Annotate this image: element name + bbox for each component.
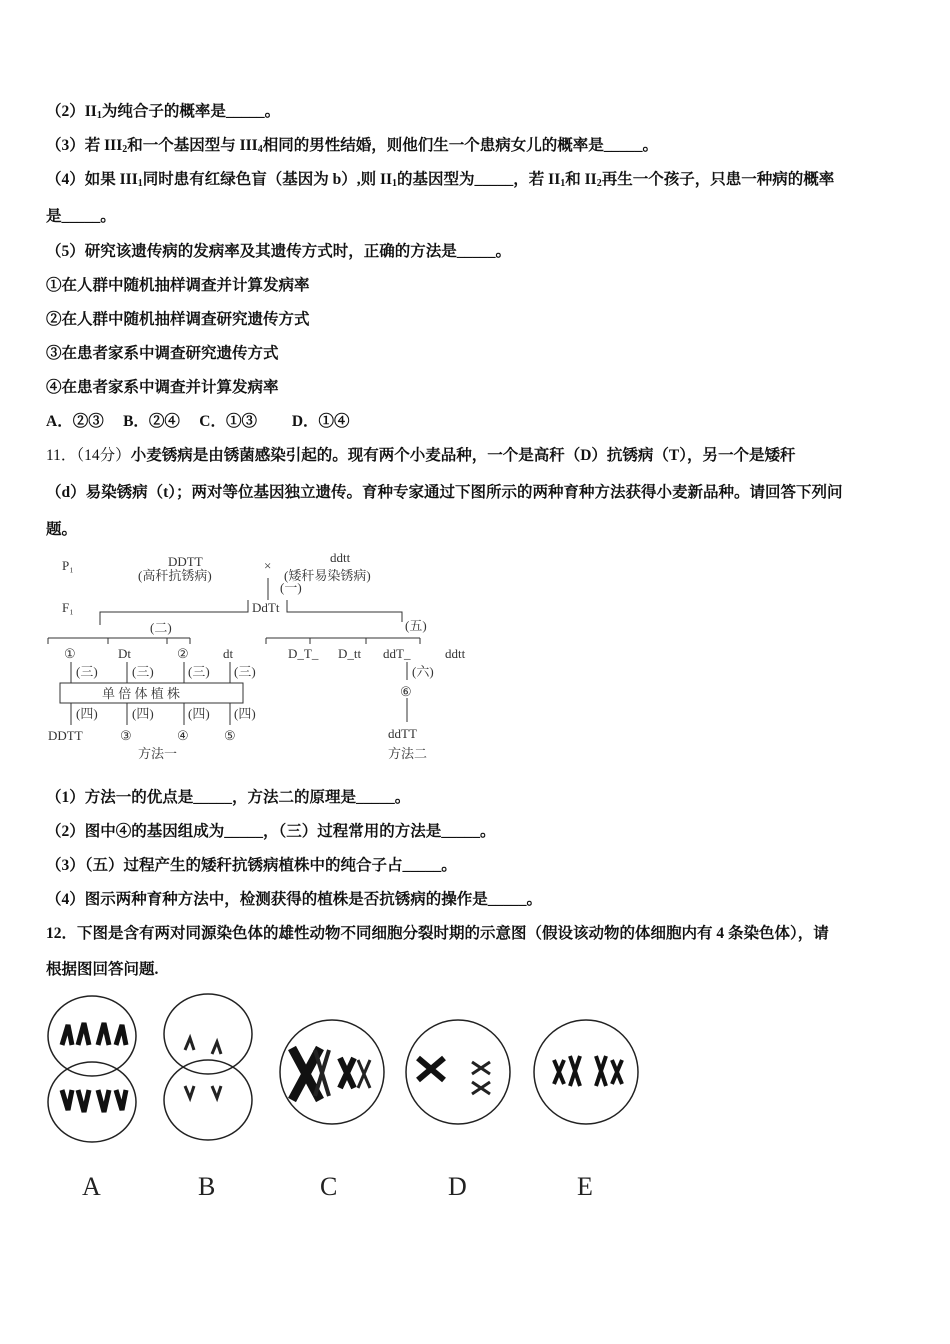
cell-label-e: E [577,1172,593,1201]
text-segment: （2）图中④的基因组成为_____，（三）过程常用的方法是_____。 [46,823,496,840]
parent2-desc: (矮秆易染锈病) [284,568,371,583]
text-segment: 和一个基因型与 III [127,137,258,154]
text-segment: 同时患有红绿色盲（基因为 b）,则 II [142,171,393,188]
text-segment: 11．（14分） [46,447,131,464]
step-4: (四) [132,706,154,721]
text-segment: （1）方法一的优点是_____，方法二的原理是_____。 [46,789,411,806]
text-line [46,276,310,296]
cell-label-b: B [198,1172,216,1201]
text-segment: 再生一个孩子，只患一种病的概率 [601,171,835,188]
haploid-plants: 单 倍 体 植 株 [102,686,181,701]
text-line [46,822,496,842]
text-line [46,170,834,194]
text-segment: （4）如果 III [46,171,138,188]
text-segment: ①在人群中随机抽样调查并计算发病率 [46,277,310,294]
cell-c [280,1020,384,1124]
cell-division-figures [40,990,660,1150]
parent2: ddtt [330,550,351,565]
gamete-2: ② [177,646,189,661]
text-segment: （3）若 III [46,137,123,154]
result-ddTT: ddTT [388,726,417,741]
step-2: (二) [150,620,172,635]
offspring-3: ddT_ [383,646,411,661]
f1-label: F₁ [62,600,74,615]
text-line [46,446,795,466]
cell-d [406,1020,510,1124]
text-segment: 的基因型为_____，若 II [397,171,561,188]
text-segment: 相同的男性结婚，则他们生一个患病女儿的概率是_____。 [262,137,658,154]
text-segment: 是_____。 [46,208,116,225]
text-segment: 12．下图是含有两对同源染色体的雄性动物不同细胞分裂时期的示意图（假设该动物的体细胞内有 4 条染色体），请 [46,925,829,942]
text-segment: （4）图示两种育种方法中，检测获得的植株是否抗锈病的操作是_____。 [46,891,543,908]
text-segment: （2）II [46,103,97,120]
cell-label-d: D [448,1172,467,1201]
f1-genotype: DdTt [252,600,280,615]
step-3: (三) [132,664,154,679]
text-segment: 根据图回答问题. [46,961,159,978]
result-5: ⑤ [224,728,236,743]
subscript: 1 [96,110,102,121]
subscript: 2 [122,144,128,155]
gamete-dt: dt [223,646,234,661]
method-2-label: 方法二 [388,746,428,761]
result-3: ③ [120,728,132,743]
result-6: ⑥ [400,684,412,699]
gamete-1: ① [64,646,76,661]
step-3: (三) [234,664,256,679]
text-segment: 小麦锈病是由锈菌感染引起的。现有两个小麦品种，一个是高秆（D）抗锈病（T），另一个是矮秆 [130,447,796,464]
step-5: (五) [405,618,427,633]
cell-b [164,994,252,1140]
text-segment: 题。 [46,521,78,538]
text-segment: A．②③ B．②④ C．①③ D．①④ [46,413,350,430]
cross-sign: × [264,558,272,573]
text-segment: （3）（五）过程产生的矮秆抗锈病植株中的纯合子占_____。 [46,857,457,874]
result-DDTT: DDTT [48,728,83,743]
text-line [46,207,116,227]
breeding-diagram [40,550,480,770]
text-line [46,412,350,432]
text-line [46,856,457,876]
subscript: 1 [137,178,143,189]
text-line [46,960,158,980]
text-line [46,242,511,262]
text-line [46,310,310,330]
text-line [46,136,658,160]
cell-label-a: A [82,1172,101,1201]
step-3: (三) [188,664,210,679]
offspring-1: D_T_ [288,646,319,661]
text-line [46,520,77,540]
result-4: ④ [177,728,189,743]
cell-label-c: C [320,1172,338,1201]
subscript: 1 [392,178,398,189]
step-4: (四) [188,706,210,721]
cell-e [534,1020,638,1124]
offspring-2: D_tt [338,646,362,661]
text-line [46,788,410,808]
gamete-Dt: Dt [118,646,131,661]
step-4: (四) [76,706,98,721]
text-line [46,890,542,910]
subscript: 4 [257,144,263,155]
text-line [46,378,279,398]
text-line [46,344,279,364]
offspring-4: ddtt [445,646,466,661]
step-3: (三) [76,664,98,679]
method-1-label: 方法一 [138,746,178,761]
text-segment: （d）易染锈病（t）；两对等位基因独立遗传。育种专家通过下图所示的两种育种方法获得小麦新品种。请回答下列问 [46,484,843,501]
parent1: DDTT [168,554,203,569]
text-segment: （5）研究该遗传病的发病率及其遗传方式时，正确的方法是_____。 [46,243,512,260]
text-segment: 和 II [565,171,597,188]
text-line [46,924,829,944]
text-line [46,483,843,503]
subscript: 2 [596,178,602,189]
text-segment: ②在人群中随机抽样调查研究遗传方式 [46,311,310,328]
text-line [46,102,280,126]
text-segment: 为纯合子的概率是_____。 [101,103,281,120]
text-segment: ④在患者家系中调查并计算发病率 [46,379,279,396]
p1-label: P₁ [62,558,74,573]
step-6: (六) [412,664,434,679]
step-4: (四) [234,706,256,721]
cell-a [48,996,136,1142]
step-1: (一) [280,580,302,595]
parent1-desc: (高秆抗锈病) [138,568,212,583]
text-segment: ③在患者家系中调查研究遗传方式 [46,345,279,362]
subscript: 1 [560,178,566,189]
